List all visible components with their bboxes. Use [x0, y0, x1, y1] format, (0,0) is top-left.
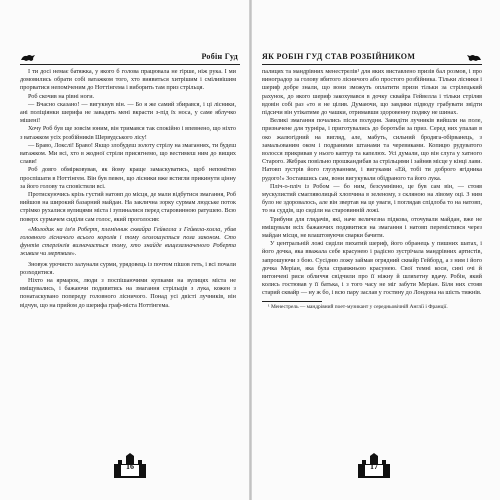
body-text	[20, 68, 236, 310]
page-number-badge	[354, 452, 394, 480]
page-number: 16	[126, 462, 134, 471]
proclamation: «Молодик на ім'я Роберт, племінник сквайра Гейвелла з Гейвела-холла, убив головного лісничого всього королів і тому оголошується поза законом. Сто фунтів стерлінгів визначається тому, хто знайде вищезазначеного Роберта живим чи мертвим».	[20, 225, 236, 258]
paragraph: Великі змагання почались після полудня. Завидіти лучників вийшли на поле, призначене для турніра, і приготувались до боротьби за приз. Серед них упалав в око жалюгідний на вигляд, але, мабуть, сильний бродяга-обірванець, з замальованим оком і подраними штанами та черевиками. Копицю рудуватого волосся прикривав у нього каптур та капелюх. Усі думали, що він слуга у хатного Старого. Жебрак повільно прошкандибав за стрільцями і зайняв місце у кінці лави. Натовп зустрів його глузуванням, і вигуками «Ей, тобі ти доброго ягідника рудого!» Зоставшись сам, вони вигукували обідраного та його лука.	[262, 117, 482, 182]
page-number: 17	[370, 462, 378, 471]
paragraph: Роб скочив на рівні ноги.	[28, 92, 95, 100]
page-number-badge	[110, 452, 150, 480]
paragraph: Зновуж урочисто залунали сурми, урядовець із почтом пішов геть, і всі почали розходитися.	[20, 260, 236, 276]
running-header: Робін Гуд	[201, 52, 238, 61]
paragraph: Роб довго обмірковував, як йому краще замаскуватись, щоб непомітно проспішати в Ноттінгем. Він був певен, що лісники вже встигли прикинути цінну за його голову та сповістили всі.	[20, 166, 236, 190]
paragraph: Ніхто на ярмарок, люди з поспішаючими купками на вулицях міста не вміщувались, і бажаючи подивитись на змагання стрільців з лука, кожен з понатаскувано попереду головного лісничого. Понад усі двісті лучників, він відчув, що на прийом до шерифа граф-міста Ноттінгема.	[20, 277, 236, 309]
paragraph: Пліч-о-пліч із Робом — бо ним, безсумнівно, це був сам він, — стояв мускулистий смагляволицьй хлопчина в зеленому, з скляною на лівому оці. З ним було не здоровалось, але він звертав на це уваги, і поглядав спідлоба то на натовп, то на суддів, що сиділи на старовинній ложі.	[262, 182, 482, 215]
header-rule	[262, 64, 482, 65]
right-page	[252, 0, 500, 500]
running-header: ЯК РОБІН ГУД СТАВ РОЗБІЙНИКОМ	[262, 52, 416, 61]
body-text	[262, 68, 482, 311]
paragraph: Хочу Роб був ще зовсім юним, він тримався так спокійно і впевнено, що ніхто з ватажком усіх розбійників Шервудського лісу!	[20, 125, 236, 141]
paragraph: І ти досі немає батяжка, у якого б голова працювала не гірше, ніж рука. І ми домовились обрати собі ватажком того, хто виявиться хитрішим і сміливішим прорватися непоміченим до Ноттінгема і виборить там приз стрільця.	[20, 68, 236, 92]
footnote-rule	[262, 301, 322, 302]
paragraph: Трибуни для глядачів, які, наче величезна підкова, оточували майдан, вже не вміщували всіх бажаючих подивитися на змагання і натовп перемістився через майдан місця, не влаштовуючи сварки бачити.	[262, 215, 482, 240]
paragraph: Протискуючись крізь густий натовп до місця, де мали відбутися змагання, Роб вийшов на широкий базарний майдан. На заклична зорку сурмам людське поток стрімко рухалися вулицями міста і зупиналися перед старовинною ратушею. Всю поверх сурмачем сиділи сам голос, який проголосив:	[20, 191, 236, 223]
header-rule	[20, 64, 240, 65]
footnote: ¹ Менестрель — мандрівний поет-музикант у середньовічній Англії і Франції.	[268, 303, 448, 310]
paragraph: — Вчасно сказано! — вигукнув він. — Бо я же самий збирався, і ці лісники, ані поліціянки шерифа не завадять мені вкрасти з-під їх носа, у саме яблучко мішені!	[20, 100, 236, 125]
paragraph: палицях та мандрівних менестрелів¹ для яких виставлено призів бал розмов, і про виноградор за голову вбитого лісничого або простого розбійника. Тільки лісники і шериф добре знали, що вони зможуть оплатити призи тільки за стрілецький рахунок, до якого шериф закохувався в дочку сквайра Гейвелла і тільки стріляв вдовін собі раз «то я не цілив. Думаючи, що завдяки підводу грабувати звідти підсичи він утікатиме до чашки, отримавши здоровенну подяку не шинах.	[262, 68, 482, 117]
paragraph: У центральній ложі сиділи пихатий шериф, його обранець у пишних шатах, і його дочка, яка вважала себе красунею і радісно зустрічала мандрівних артистів, запрошуючи з бою. Сусідню ложу займав огрядний сквайр Гейборд, а з ним і його дочка Меріан, яка була справжньою красунею. Свої темні коси, сині очі й витончені риси обличчя свідчили про її ніжну й шляхетну вдачу. Робін, який колись гостював у її батька, і з того часу не міг забути Меріан. Біля них стояв старий сквайр — ну ж бо, і всю пару заслав у гостину до Лондона на шість тижнів.	[262, 240, 482, 297]
paragraph: — Браво, Локслі! Браво! Якщо злобудеш золоту стрілу на змаганнях, ти будеш ватажком. Ми всі, хто в жодної стріли присягнемо, що вестимеш ним до вищих слави!	[20, 141, 236, 166]
lion-ornament-icon	[466, 53, 482, 62]
